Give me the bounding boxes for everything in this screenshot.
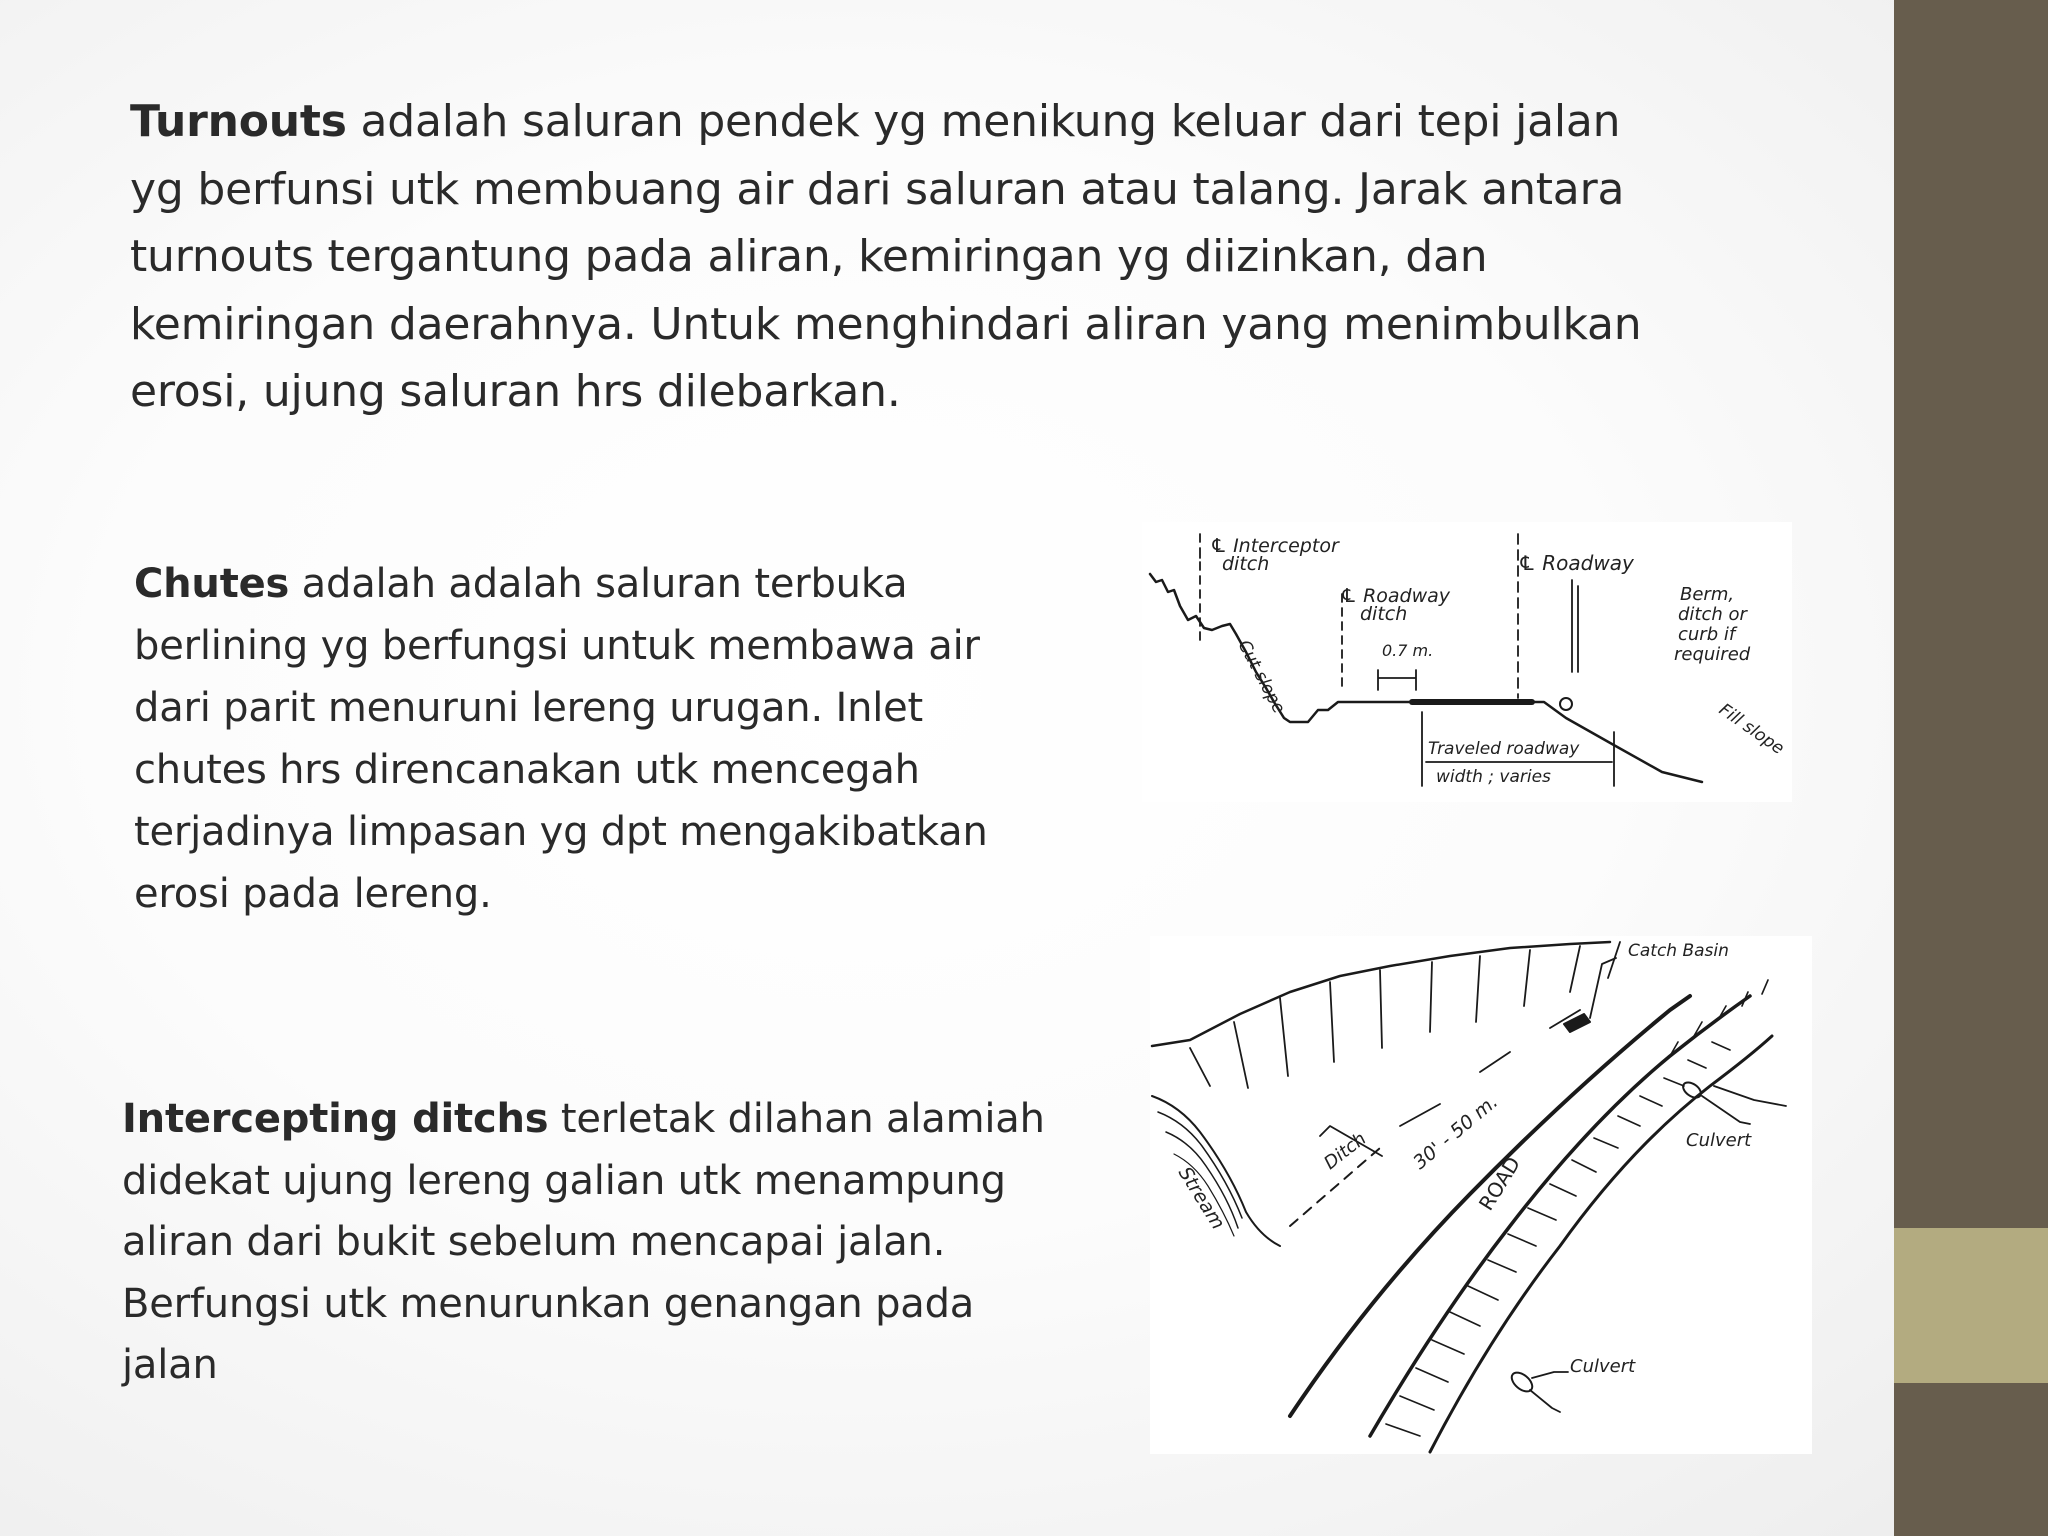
intercepting-ditch-body: terletak dilahan alamiah didekat ujung lereng galian utk menampung aliran dari bukit sebelum mencapai jalan. Berfungsi utk menurunkan genangan pada jalan [122,1096,1045,1388]
chutes-body: adalah adalah saluran terbuka berlining yg berfungsi untuk membawa air dari parit menuruni lereng urugan. Inlet chutes hrs direncanakan utk mencegah terjadinya limpasan yg dpt mengakibatkan erosi pada lereng. [134,561,988,917]
dimension-label: 0.7 m. [1382,641,1434,660]
side-decor-accent [1894,1228,2048,1383]
intercepting-ditch-paragraph [122,1089,1082,1397]
road-cross-section-drawing [1142,522,1792,802]
interceptor-ditch-label-2: ditch [1222,553,1270,575]
catch-basin-label: Catch Basin [1628,941,1729,961]
stream-label: Stream [1173,1162,1230,1234]
road-plan-view-drawing [1150,936,1812,1454]
road-label: ROAD [1473,1152,1526,1215]
chutes-term: Chutes [134,561,290,607]
berm-label-4: required [1674,644,1751,665]
berm-label-3: curb if [1678,624,1736,645]
turnouts-body: adalah saluran pendek yg menikung keluar dari tepi jalan yg berfunsi utk membuang air dari saluran atau talang. Jarak antara turnouts tergantung pada aliran, kemiringan yg diizinkan, dan kemiringan daerahnya. Untuk menghindari aliran yang menimbulkan erosi, ujung saluran hrs dilebarkan. [130,96,1642,417]
road-plan-view-figure [1150,936,1812,1454]
fill-slope-label: Fill slope [1715,699,1788,759]
chutes-paragraph [134,553,1014,925]
roadway-ditch-label-1: ℄ Roadway [1340,585,1451,607]
turnouts-paragraph [130,88,1660,426]
culvert-upper-label: Culvert [1686,1130,1752,1151]
roadway-ditch-label-2: ditch [1360,603,1408,625]
road-cross-section-figure [1142,522,1792,802]
roadway-label: ℄ Roadway [1518,551,1634,575]
berm-label-1: Berm, [1680,584,1735,605]
traveled-roadway-label-1: Traveled roadway [1428,739,1580,759]
culvert-lower-label: Culvert [1570,1356,1636,1377]
berm-label-2: ditch or [1678,604,1747,625]
cut-slope-label: Cut slope [1233,636,1289,717]
traveled-roadway-label-2: width ; varies [1436,767,1551,787]
intercepting-ditch-term: Intercepting ditchs [122,1096,549,1142]
ditch-label: Ditch [1320,1128,1371,1174]
interceptor-ditch-label-1: ℄ Interceptor [1210,535,1339,557]
turnouts-term: Turnouts [130,96,347,147]
ditch-spacing-label: 30' - 50 m. [1409,1090,1503,1174]
